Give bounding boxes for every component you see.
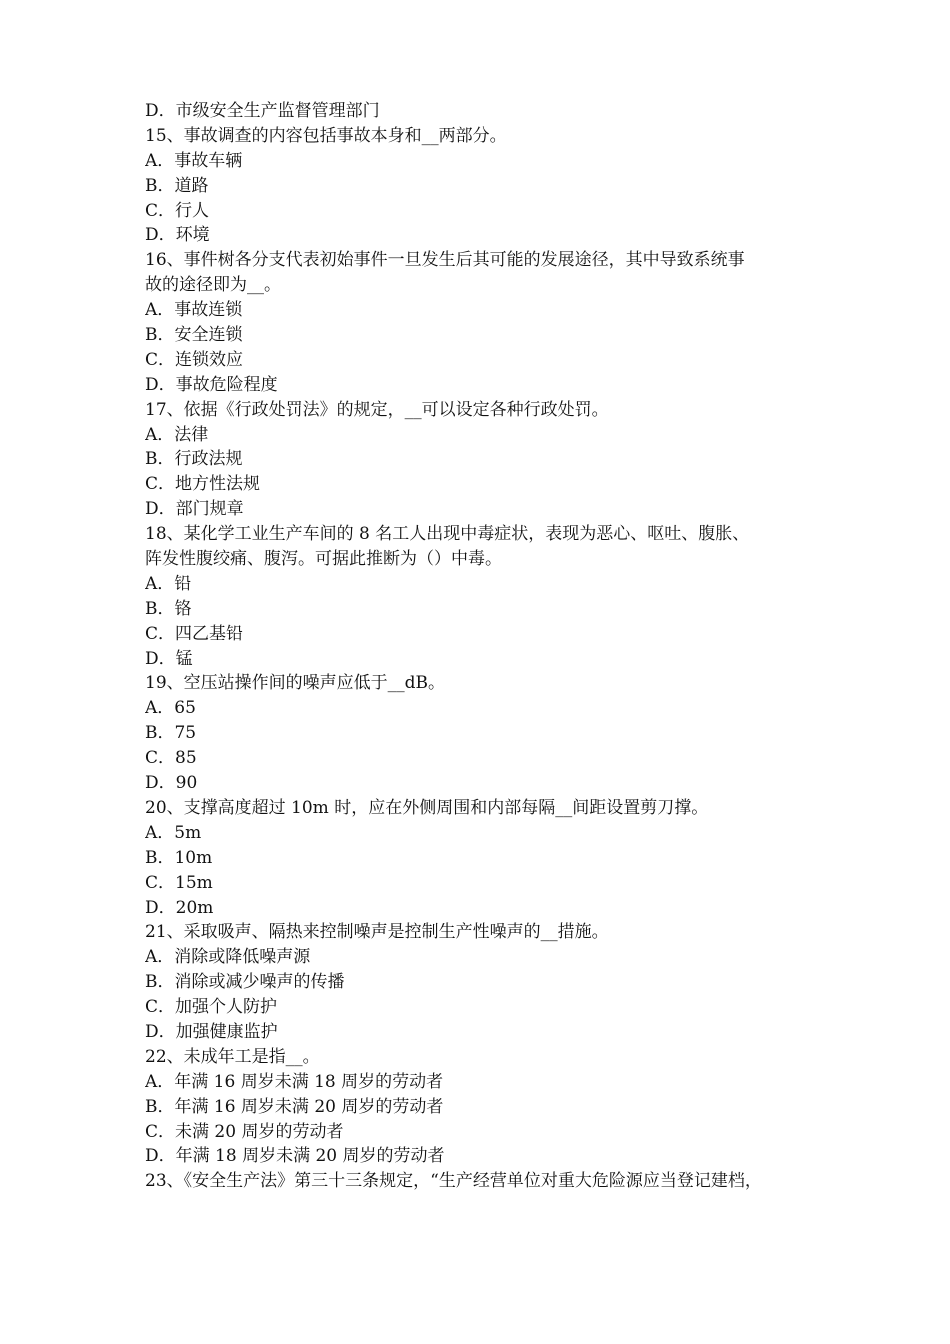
question-20-option-a: A．5m (145, 822, 202, 843)
question-20-option-b: B．10m (145, 847, 213, 868)
question-19-option-c: C．85 (145, 748, 197, 769)
question-21-option-b: B．消除或减少噪声的传播 (145, 972, 345, 993)
question-18-stem-line-2: 阵发性腹绞痛、腹泻。可据此推断为（）中毒。 (145, 549, 502, 570)
question-19-stem: 19、空压站操作间的噪声应低于__dB。 (145, 673, 446, 694)
question-18-option-c: C．四乙基铅 (145, 623, 244, 644)
question-21-stem: 21、采取吸声、隔热来控制噪声是控制生产性噪声的__措施。 (145, 922, 609, 943)
question-20-option-d: D．20m (145, 897, 214, 918)
question-16-option-d: D．事故危险程度 (145, 374, 278, 395)
question-15-option-b: B．道路 (145, 175, 209, 196)
question-16-stem-line-1: 16、事件树各分支代表初始事件一旦发生后其可能的发展途径，其中导致系统事 (145, 250, 745, 271)
question-15-option-a: A．事故车辆 (145, 150, 243, 171)
question-17-option-b: B．行政法规 (145, 449, 243, 470)
document-page (145, 99, 825, 1194)
question-18-option-b: B．铬 (145, 598, 192, 619)
question-19-option-d: D．90 (145, 773, 198, 794)
question-16-option-a: A．事故连锁 (145, 300, 243, 321)
question-19-option-b: B．75 (145, 723, 197, 744)
question-17-option-a: A．法律 (145, 424, 209, 445)
question-14-option-d: D．市级安全生产监督管理部门 (145, 101, 380, 121)
question-22-option-b: B．年满 16 周岁未满 20 周岁的劳动者 (145, 1096, 444, 1117)
question-20-stem: 20、支撑高度超过 10m 时，应在外侧周围和内部每隔__间距设置剪刀撑。 (145, 797, 709, 818)
question-22-option-d: D．年满 18 周岁未满 20 周岁的劳动者 (145, 1146, 445, 1167)
question-16-option-c: C．连锁效应 (145, 349, 244, 370)
question-18-option-d: D．锰 (145, 648, 193, 669)
question-17-option-c: C．地方性法规 (145, 474, 261, 495)
question-18-stem-line-1: 18、某化学工业生产车间的 8 名工人出现中毒症状，表现为恶心、呕吐、腹胀、 (145, 524, 750, 545)
question-22-option-a: A．年满 16 周岁未满 18 周岁的劳动者 (145, 1071, 444, 1092)
question-22-stem: 22、未成年工是指__。 (145, 1046, 320, 1067)
question-17-option-d: D．部门规章 (145, 499, 244, 520)
question-16-stem-line-2: 故的途径即为__。 (145, 275, 281, 296)
question-21-option-a: A．消除或降低噪声源 (145, 947, 311, 968)
question-16-option-b: B．安全连锁 (145, 325, 243, 346)
question-15-stem: 15、事故调查的内容包括事故本身和__两部分。 (145, 125, 507, 146)
question-21-option-d: D．加强健康监护 (145, 1021, 278, 1042)
question-19-option-a: A．65 (145, 698, 196, 719)
question-23-stem-line-1: 23、《安全生产法》第三十三条规定，“生产经营单位对重大危险源应当登记建档， (145, 1171, 762, 1192)
question-17-stem: 17、依据《行政处罚法》的规定，__可以设定各种行政处罚。 (145, 399, 609, 420)
question-20-option-c: C．15m (145, 872, 213, 893)
question-15-option-d: D．环境 (145, 225, 210, 246)
question-21-option-c: C．加强个人防护 (145, 997, 278, 1018)
question-15-option-c: C．行人 (145, 200, 210, 221)
question-18-option-a: A．铅 (145, 573, 192, 594)
question-22-option-c: C．未满 20 周岁的劳动者 (145, 1121, 344, 1142)
